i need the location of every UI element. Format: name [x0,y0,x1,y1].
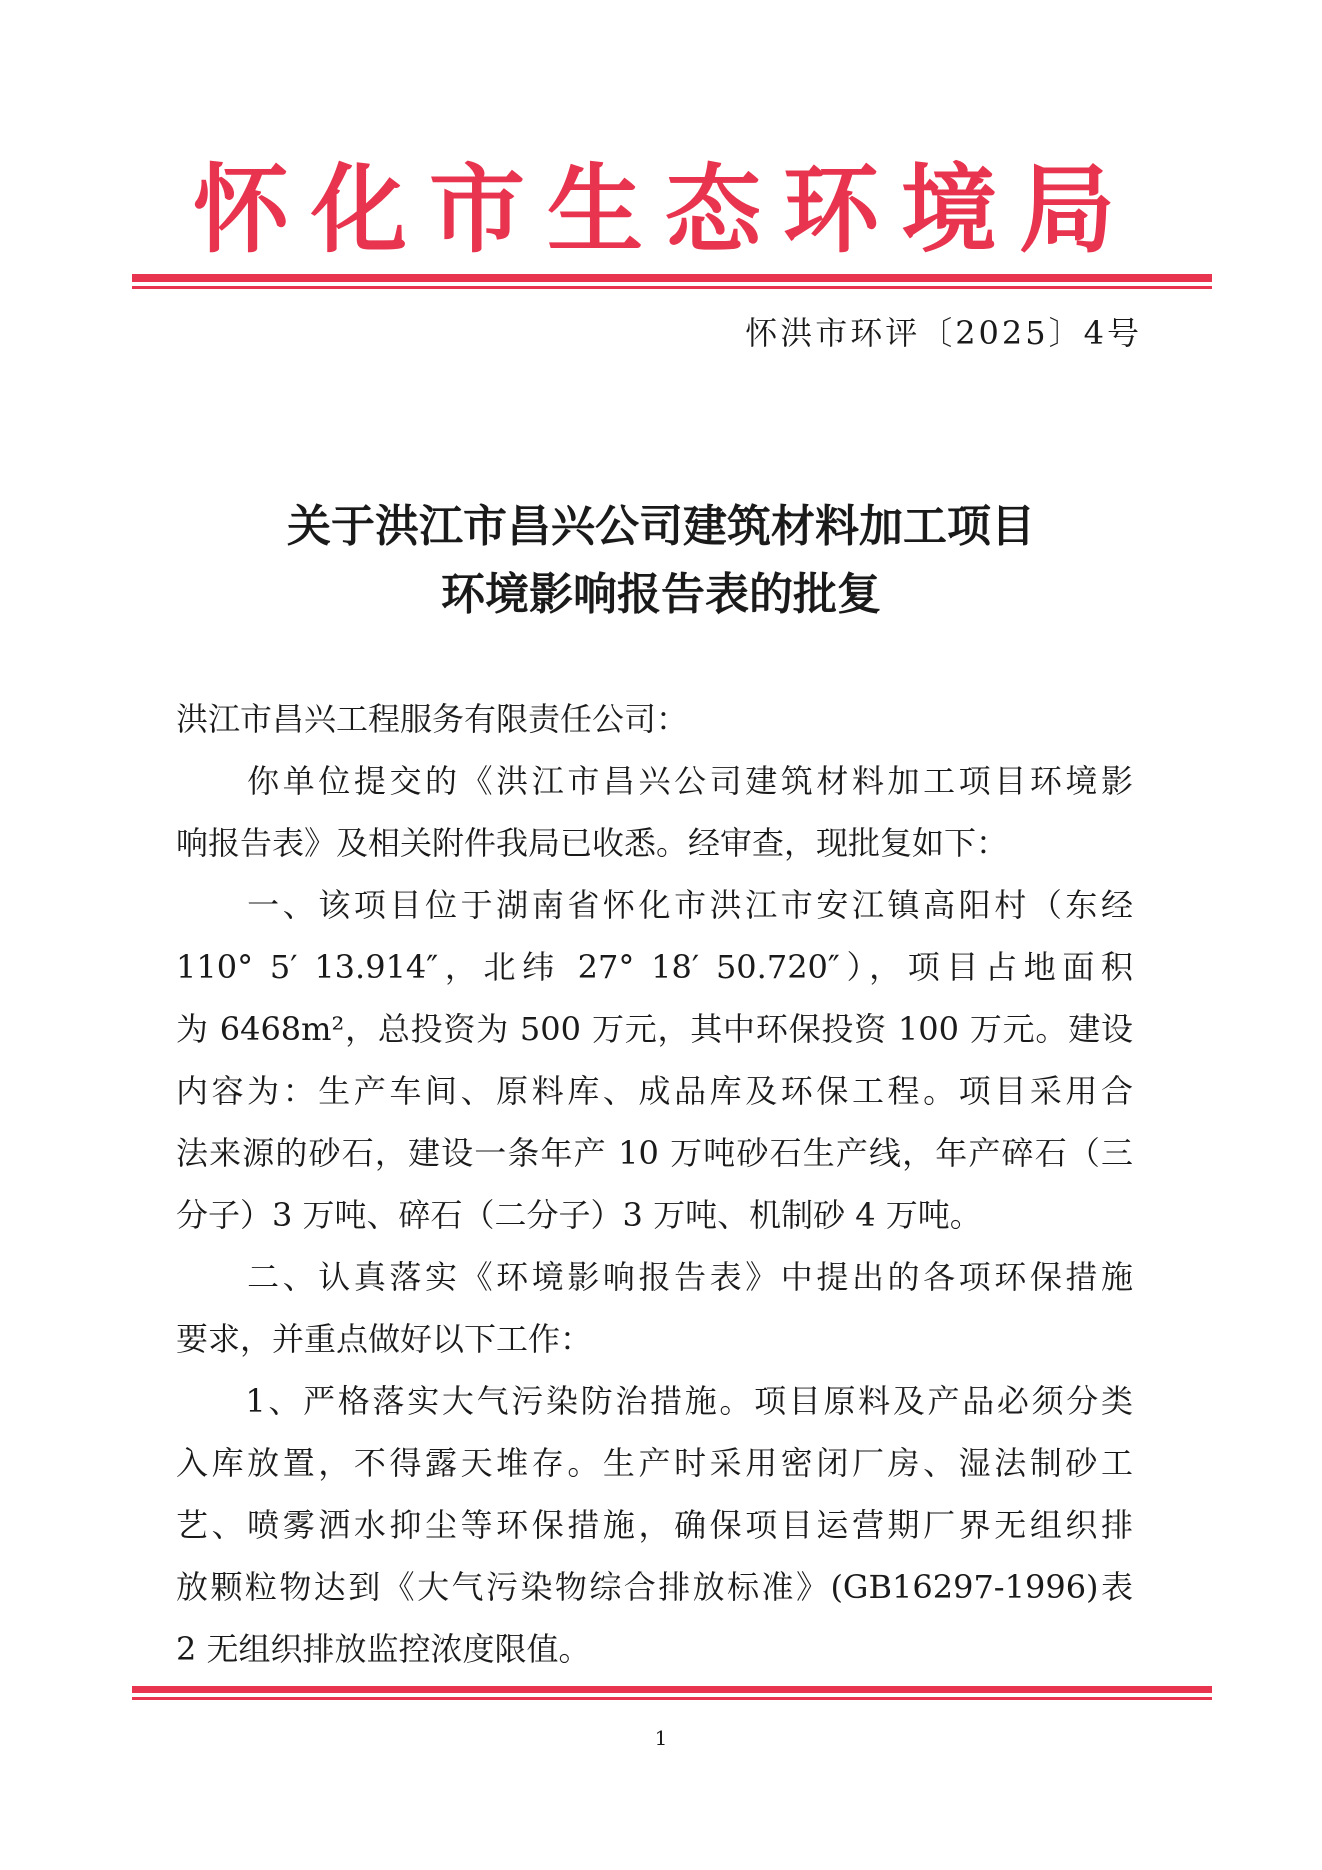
body-line: 分子）3 万吨、碎石（二分子）3 万吨、机制砂 4 万吨。 [176,1196,982,1234]
document-number: 怀洪市环评〔2025〕4号 [745,314,1142,352]
document-title-line-1: 关于洪江市昌兴公司建筑材料加工项目 [287,501,1035,552]
body-line: 响报告表》及相关附件我局已收悉。经审查，现批复如下： [176,824,1009,862]
body-line: 2 无组织排放监控浓度限值。 [176,1630,591,1668]
footer-divider-thin [132,1697,1212,1700]
page-number: 1 [654,1726,668,1750]
body-line: 你单位提交的《洪江市昌兴公司建筑材料加工项目环境影 [176,762,1133,800]
body-line: 1、严格落实大气污染防治措施。项目原料及产品必须分类 [176,1382,1133,1420]
body-line: 二、认真落实《环境影响报告表》中提出的各项环保措施 [176,1258,1133,1296]
body-line: 洪江市昌兴工程服务有限责任公司： [176,700,689,738]
body-line: 艺、喷雾洒水抑尘等环保措施，确保项目运营期厂界无组织排 [176,1506,1133,1544]
body-line: 内容为：生产车间、原料库、成品库及环保工程。项目采用合 [176,1072,1133,1110]
body-line: 入库放置，不得露天堆存。生产时采用密闭厂房、湿法制砂工 [176,1444,1133,1482]
body-line: 110° 5′ 13.914″，北纬 27° 18′ 50.720″），项目占地面积 [176,948,1133,986]
document-title-line-2: 环境影响报告表的批复 [441,569,881,620]
letterhead-divider-thick [132,274,1212,282]
document-body [176,688,1133,1680]
body-line: 要求，并重点做好以下工作： [176,1320,593,1358]
body-line: 放颗粒物达到《大气污染物综合排放标准》(GB16297-1996)表 [176,1568,1133,1606]
body-line: 法来源的砂石，建设一条年产 10 万吨砂石生产线，年产碎石（三 [176,1134,1133,1172]
letterhead-divider-thin [132,286,1212,289]
body-line: 为 6468m²，总投资为 500 万元，其中环保投资 100 万元。建设 [176,1010,1133,1048]
agency-letterhead: 怀化市生态环境局 [193,153,1137,266]
body-line: 一、该项目位于湖南省怀化市洪江市安江镇高阳村（东经 [176,886,1133,924]
footer-divider-thick [132,1686,1212,1693]
